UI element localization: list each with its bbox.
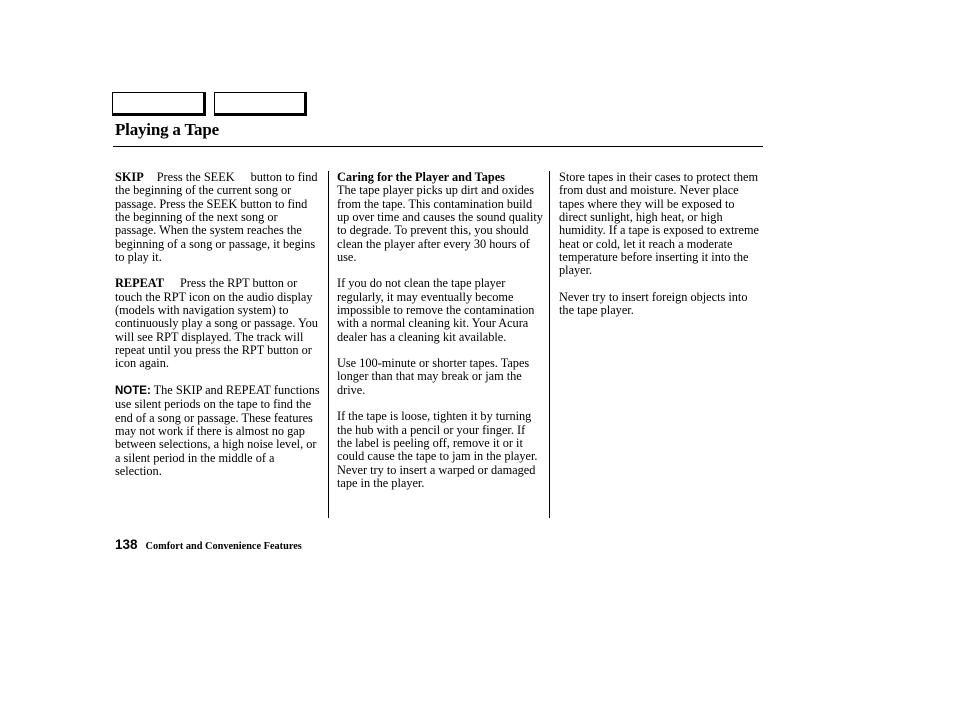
- repeat-heading: REPEAT: [115, 276, 164, 291]
- skip-text-b: button to find the beginning of the current song or passage. Press the SEEK button to find the beginning of the next song or passage. When the system reaches the beginning of a song or passage, it begins to play it.: [115, 170, 318, 265]
- caring-text-3: Use 100-minute or shorter tapes. Tapes longer than that may break or jam the drive.: [337, 356, 530, 397]
- title-rule: [113, 146, 763, 147]
- repeat-paragraph: [115, 277, 321, 370]
- repeat-text: Press the RPT button or touch the RPT icon on the audio display (models with navigation system) to continuously play a song or passage. You will see RPT displayed. The track will repeat until you press the RPT button or icon again.: [115, 276, 318, 371]
- column-right: [559, 171, 765, 330]
- section-name: Comfort and Convenience Features: [145, 541, 302, 552]
- storage-text-2: Never try to insert foreign objects into the tape player.: [559, 289, 748, 318]
- column-left: [115, 171, 321, 491]
- column-divider-2: [549, 171, 550, 518]
- nav-tab-box-1: [112, 92, 206, 116]
- page-title: Playing a Tape: [115, 120, 219, 139]
- page-number: 138: [115, 537, 138, 552]
- column-divider-1: [328, 171, 329, 518]
- page-footer: [115, 536, 302, 554]
- skip-paragraph: [115, 171, 321, 264]
- note-paragraph: [115, 384, 321, 478]
- caring-text-4: If the tape is loose, tighten it by turning the hub with a pencil or your finger. If the label is peeling off, remove it or it could cause the tape to jam in the player. Never try to insert a warped or damaged tape in the player.: [337, 409, 538, 490]
- caring-text-2: If you do not clean the tape player regularly, it may eventually become impossible to remove the contamination with a normal cleaning kit. Your Acura dealer has a cleaning kit available.: [337, 276, 535, 344]
- caring-text-1: The tape player picks up dirt and oxides from the tape. This contamination build up over time and causes the sound quality to degrade. To prevent this, you should clean the player after every 30 hours of use.: [337, 183, 543, 265]
- skip-text-a: Press the SEEK: [156, 170, 235, 184]
- note-text: The SKIP and REPEAT functions use silent periods on the tape to find the end of a song or passage. These features may not work if there is almost no gap between selections, a high noise level, or a silent period in the middle of a selection.: [115, 382, 320, 478]
- column-middle: [337, 171, 543, 503]
- nav-tab-box-2: [214, 92, 307, 116]
- note-label: NOTE:: [115, 384, 151, 397]
- skip-heading: SKIP: [115, 170, 144, 184]
- caring-paragraph: [337, 171, 543, 264]
- storage-text-1: Store tapes in their cases to protect them from dust and moisture. Never place tapes where they will be exposed to direct sunlight, high heat, or high humidity. If a tape is exposed to extreme heat or cold, let it reach a moderate temperature before inserting it into the player.: [559, 170, 759, 278]
- caring-heading: Caring for the Player and Tapes: [337, 170, 505, 184]
